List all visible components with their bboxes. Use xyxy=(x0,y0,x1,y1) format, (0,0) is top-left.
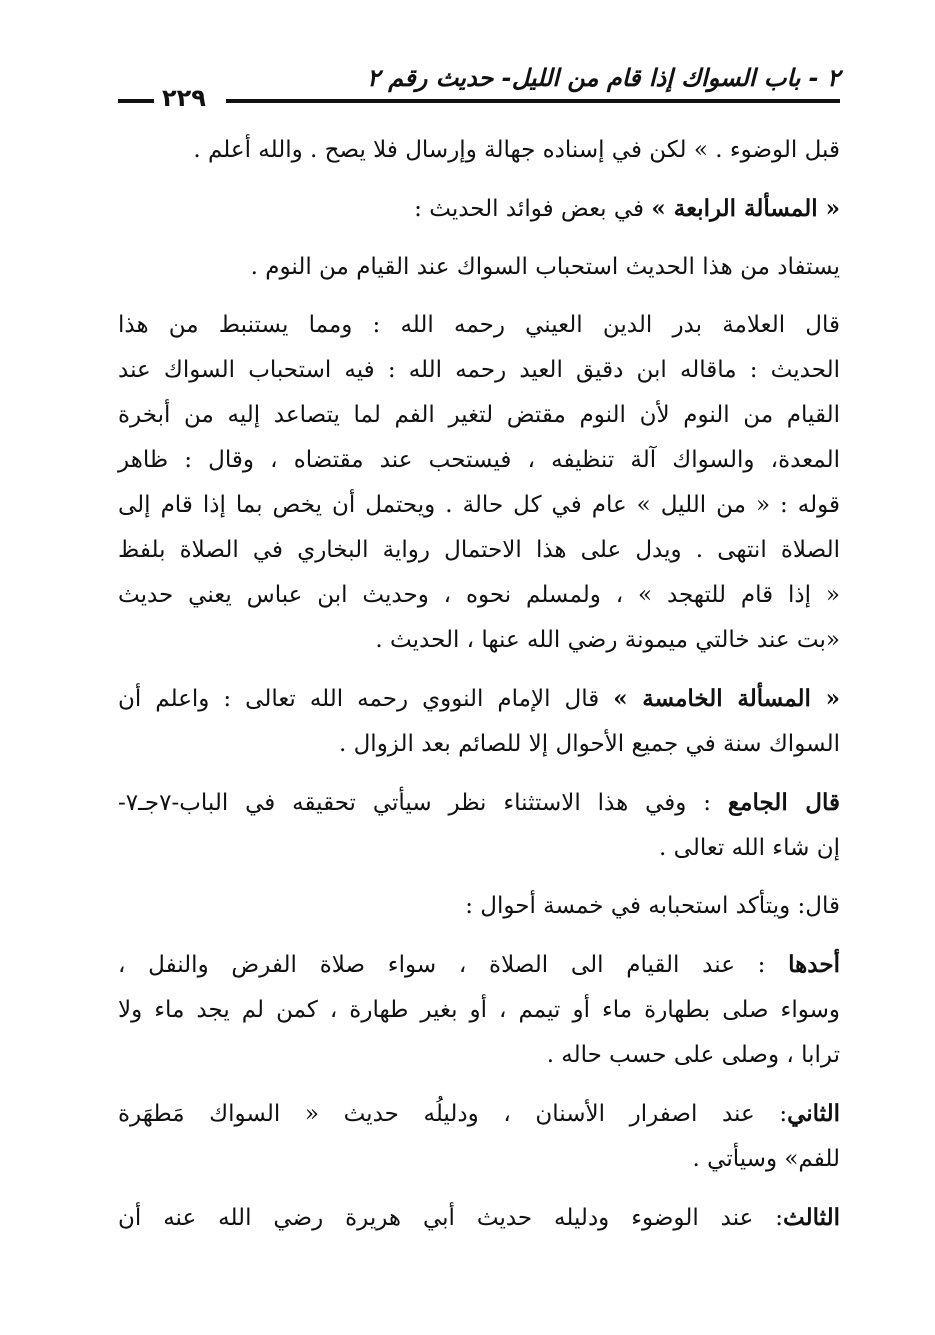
running-header xyxy=(118,58,840,114)
text-line: السواك سنة في جميع الأحوال إلا للصائم بعد الزوال . xyxy=(338,731,840,757)
paragraph xyxy=(118,128,840,173)
paragraph xyxy=(118,1195,840,1241)
page-number-rule xyxy=(118,99,154,103)
text-line: القيام من النوم لأن النوم مقتض لتغير الفم لما يتصاعد إليه من أبخرة xyxy=(118,402,840,428)
header-rule xyxy=(226,99,840,103)
section-heading: الثاني xyxy=(787,1100,840,1127)
text-line: يستفاد من هذا الحديث استحباب السواك عند القيام من النوم . xyxy=(250,254,840,280)
text-run: : عند الوضوء ودليله حديث أبي هريرة رضي الله عنه أن xyxy=(118,1205,784,1231)
text-line xyxy=(118,1195,840,1241)
text-run: : عند اصفرار الأسنان ، ودليلُه حديث « السواك مَطهَرة xyxy=(118,1101,788,1127)
paragraph xyxy=(118,884,840,929)
text-line xyxy=(118,1091,840,1137)
text-line: قوله : « من الليل » عام في كل حالة . ويحتمل أن يخص بما إذا قام إلى xyxy=(118,492,840,518)
paragraph xyxy=(118,186,840,232)
page-number: ٢٢٩ xyxy=(162,84,206,112)
section-heading: « المسألة الخامسة » xyxy=(613,685,840,712)
text-line xyxy=(118,676,840,722)
text-line: ترابا ، وصلى على حسب حاله . xyxy=(546,1042,840,1068)
chapter-title: ٢ - باب السواك إذا قام من الليل- حديث رقم ٢ xyxy=(367,64,840,92)
text-line xyxy=(118,780,840,826)
text-line xyxy=(118,186,840,232)
section-heading: الثالث xyxy=(783,1204,840,1231)
text-line: إن شاء الله تعالى . xyxy=(659,835,840,861)
paragraph xyxy=(118,676,840,767)
section-heading: أحدها xyxy=(788,951,840,978)
paragraph xyxy=(118,303,840,663)
text-line: الحديث : ماقاله ابن دقيق العيد رحمه الله : فيه استحباب السواك عند xyxy=(118,357,840,383)
text-run: قال الإمام النووي رحمه الله تعالى : واعلم أن xyxy=(118,686,614,712)
text-line: « إذا قام للتهجد » ، ولمسلم نحوه ، وحديث ابن عباس يعني حديث xyxy=(118,582,840,608)
text-line: قبل الوضوء . » لكن في إسناده جهالة وإرسال فلا يصح . والله أعلم . xyxy=(193,137,840,163)
text-line: المعدة، والسواك آلة تنظيفه ، فيستحب عند مقتضاه ، وقال : ظاهر xyxy=(118,447,840,473)
body-text xyxy=(118,128,840,1254)
text-line: الصلاة انتهى . ويدل على هذا الاحتمال رواية البخاري في الصلاة بلفظ xyxy=(118,537,840,563)
text-line: «بت عند خالتي ميمونة رضي الله عنها ، الحديث . xyxy=(375,627,840,653)
text-line: للفم» وسيأتي . xyxy=(692,1146,840,1172)
paragraph xyxy=(118,1091,840,1182)
text-run: : عند القيام الى الصلاة ، سواء صلاة الفرض والنفل ، xyxy=(118,952,789,978)
paragraph xyxy=(118,780,840,871)
section-heading: قال الجامع xyxy=(727,789,840,816)
paragraph xyxy=(118,942,840,1078)
text-line: قال: ويتأكد استحبابه في خمسة أحوال : xyxy=(465,893,840,919)
text-run: : وفي هذا الاستثناء نظر سيأتي تحقيقه في الباب-٧جـ٧- xyxy=(118,790,728,816)
text-line: وسواء صلى بطهارة ماء أو تيمم ، أو بغير طهارة ، كمن لم يجد ماء ولا xyxy=(118,997,840,1023)
text-run: في بعض فوائد الحديث : xyxy=(414,196,652,222)
text-line: قال العلامة بدر الدين العيني رحمه الله : ومما يستنبط من هذا xyxy=(118,312,840,338)
text-line xyxy=(118,942,840,988)
paragraph xyxy=(118,245,840,290)
section-heading: « المسألة الرابعة » xyxy=(651,195,840,222)
